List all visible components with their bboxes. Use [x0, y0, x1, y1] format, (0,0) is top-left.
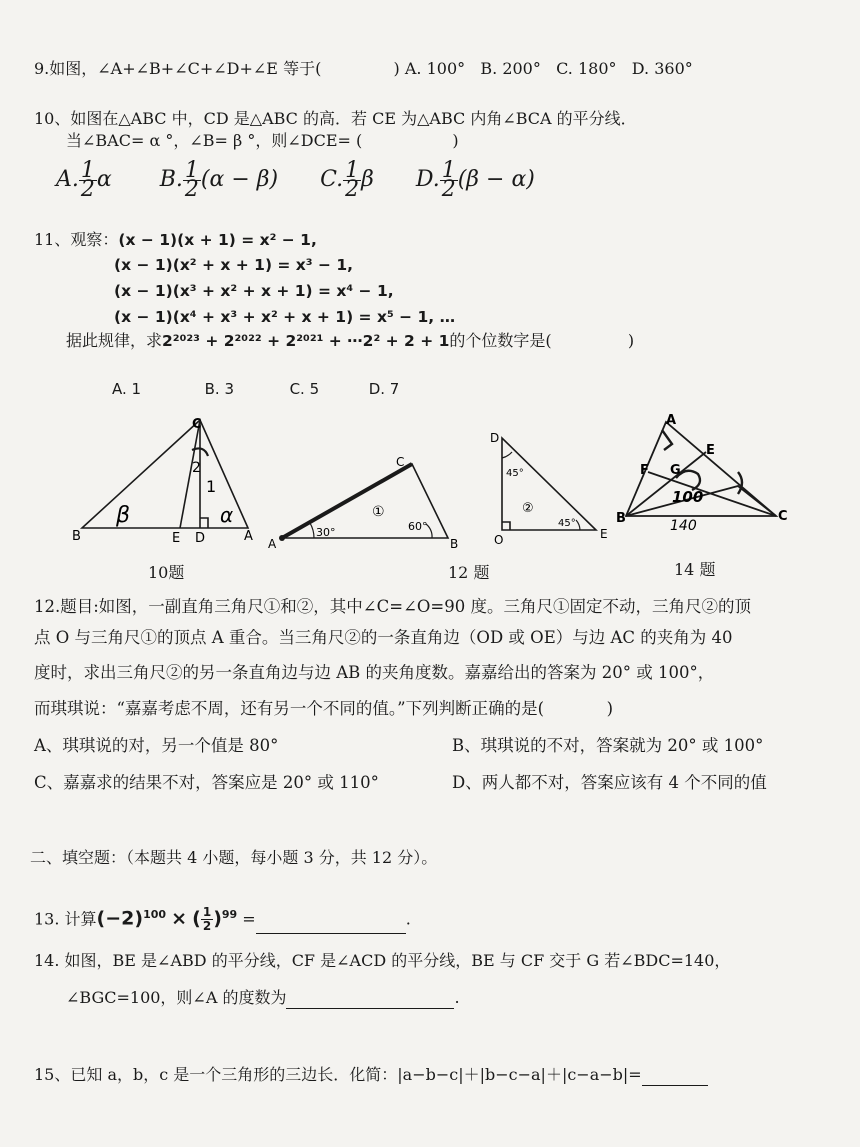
q9-stem: 9.如图，∠A+∠B+∠C+∠D+∠E 等于(: [34, 59, 322, 78]
fig12-caption: 12 题: [448, 563, 490, 582]
figure-12: [262, 450, 462, 550]
q13-pre: 13. 计算: [34, 909, 97, 929]
fig10-label-d: D: [195, 531, 206, 545]
q10-option-a: A. $\frac{1}{2}$ α: [56, 157, 112, 202]
q11-ask-post: 的个位数字是(: [449, 331, 552, 350]
q12-option-d: D、两人都不对，答案应该有 4 个不同的值: [452, 773, 767, 792]
q10-option-b: B. $\frac{1}{2}$ (α − β): [159, 157, 279, 202]
fig-o-label-e: E: [600, 527, 608, 541]
q13-times: ×: [171, 907, 188, 930]
fig-o-label-o: O: [494, 533, 504, 546]
fig14-label-a: A: [666, 413, 677, 428]
q14-line2: ∠BGC=100，则∠A 的度数为 .: [66, 988, 460, 1007]
q13-line: 13. 计算$(-2)^{100}$ × ( $\frac{1}{2}$ )$^{99}$ = .: [34, 905, 411, 934]
q12-close: ): [606, 699, 613, 718]
q11-intro: 11、观察：: [34, 230, 119, 249]
fig14-hand-100: 100: [672, 488, 704, 506]
q12-option-a: A、琪琪说的对，另一个值是 80°: [34, 736, 279, 755]
q11-eq-2: (x − 1)(x² + x + 1) = x³ − 1,: [114, 256, 354, 274]
fig12-label-ruler-1: ①: [372, 504, 385, 520]
fig12-label-60: 60°: [408, 520, 428, 533]
q12-option-b: B、琪琪说的不对，答案就为 20° 或 100°: [452, 736, 764, 755]
q14-answer-blank[interactable]: [286, 990, 454, 1009]
q11-eq-3: (x − 1)(x³ + x² + x + 1) = x⁴ − 1,: [114, 282, 394, 300]
q11-options: [112, 378, 399, 400]
figure-12-ruler-2: [488, 428, 618, 546]
q12-line-1: 12.题目:如图，一副直角三角尺①和②，其中∠C=∠O=90 度。三角尺①固定不动，三角尺②的顶: [34, 597, 751, 616]
q10-line1: 10、如图在△ABC 中，CD 是△ABC 的高．若 CE 为△ABC 内角∠BCA 的平分线．: [34, 109, 637, 128]
fig12-label-b: B: [450, 537, 459, 550]
fig14-label-b: B: [616, 511, 626, 526]
fig10-hand-beta: β: [116, 503, 131, 528]
q12-question: 而琪琪说：“嘉嘉考虑不周，还有另一个不同的值。”下列判断正确的是(: [34, 699, 545, 718]
q14-line1: 14. 如图，BE 是∠ABD 的平分线，CF 是∠ACD 的平分线，BE 与 CF 交于 G 若∠BDC=140，: [34, 951, 731, 970]
fig10-label-e: E: [172, 531, 181, 545]
q10-close: ): [452, 131, 459, 150]
fig-o-label-d: D: [490, 431, 500, 445]
fig14-label-f: F: [640, 463, 649, 478]
q11-ask: [66, 330, 634, 352]
q10-stem: 当∠BAC= α °，∠B= β °，则∠DCE= (: [66, 131, 363, 150]
fig14-label-g: G: [670, 463, 681, 478]
fig-o-angle-e: [576, 520, 580, 530]
q11-option-a: A. 1: [112, 380, 142, 398]
figure-14: [614, 412, 794, 538]
fig14-hand-mark-a: [662, 430, 672, 450]
fig10-caption: 10题: [148, 563, 185, 582]
q9-option-c: C. 180°: [556, 59, 617, 78]
fig10-label-a: A: [244, 529, 253, 544]
q11-ask-pre: 据此规律，求: [66, 331, 163, 350]
q11-eq-1: (x − 1)(x + 1) = x² − 1,: [118, 231, 317, 249]
q12-line-3: 度时，求出三角尺②的另一条直角边与边 AB 的夹角度数。嘉嘉给出的答案为 20° 或 100°，: [34, 663, 715, 682]
q14-stem: ∠BGC=100，则∠A 的度数为: [66, 988, 287, 1007]
q13-frac-exp: 99: [221, 908, 238, 921]
fig-o-label-ruler-2: ②: [522, 501, 534, 516]
fig-o-label-45a: 45°: [506, 468, 524, 479]
figure-10: [70, 410, 260, 545]
q13-base: (−2): [96, 907, 144, 930]
q12-line-4: [34, 698, 613, 720]
fig14-bisector-be: [626, 452, 706, 516]
fig12-label-c: C: [396, 455, 405, 469]
q9-close: ): [393, 59, 400, 78]
section-2-title: 二、填空题：（本题共 4 小题，每小题 3 分，共 12 分）。: [30, 848, 438, 867]
fig12-label-a: A: [268, 537, 277, 550]
q11-eq-4: (x − 1)(x⁴ + x³ + x² + x + 1) = x⁵ − 1, …: [114, 308, 456, 326]
q15-line: [34, 1064, 708, 1086]
q11-close: ): [627, 331, 635, 350]
fig14-bisector-cf: [648, 472, 776, 516]
q10-options: [56, 158, 535, 202]
q10-option-d: D. $\frac{1}{2}$ (β − α): [415, 157, 535, 202]
q9-option-a: A. 100°: [404, 59, 466, 78]
q11-intro-line: [34, 229, 317, 251]
q11-option-b: B. 3: [204, 380, 235, 398]
fig-o-right-angle: [502, 522, 510, 530]
q13-answer-blank[interactable]: [256, 915, 406, 934]
fig10-label-c: C: [192, 417, 202, 432]
q15-answer-blank[interactable]: [642, 1067, 708, 1086]
fig-o-angle-d: [502, 452, 512, 458]
q13-eq: =: [242, 909, 256, 929]
fig10-label-b: B: [72, 529, 81, 544]
fig12-label-30: 30°: [316, 526, 336, 539]
q13-fraction: $\frac{1}{2}$: [202, 905, 212, 934]
fig-o-label-45b: 45°: [558, 518, 576, 529]
q11-option-d: D. 7: [368, 380, 400, 398]
q9-line: [34, 58, 693, 80]
q10-option-c: C. $\frac{1}{2}$ β: [320, 157, 374, 202]
fig12-vertex-a: [279, 535, 285, 541]
fig10-right-angle: [200, 518, 208, 528]
q10-line2: [66, 130, 459, 152]
fig10-hand-alpha: α: [220, 503, 234, 527]
q15-text: 15、已知 a，b，c 是一个三角形的三边长．化简：|a−b−c|＋|b−c−a|＋|c−a−b|=: [34, 1065, 642, 1084]
fig14-caption: 14 题: [674, 560, 716, 579]
fig14-label-e: E: [706, 443, 715, 458]
q11-ask-expr: 2²⁰²³ + 2²⁰²² + 2²⁰²¹ + ⋯2² + 2 + 1: [162, 332, 450, 350]
q9-option-b: B. 200°: [480, 59, 541, 78]
q12-option-c: C、嘉嘉求的结果不对，答案应是 20° 或 110°: [34, 773, 379, 792]
q11-option-c: C. 5: [289, 380, 320, 398]
fig-o-triangle: [502, 438, 596, 530]
fig14-hand-140: 140: [670, 518, 697, 534]
fig10-hand-2: 2: [192, 460, 201, 476]
q13-exp: 100: [143, 908, 167, 921]
fig12-side-ac: [282, 464, 412, 538]
fig10-hand-1: 1: [206, 477, 217, 496]
fig14-label-c: C: [778, 509, 788, 524]
q9-option-d: D. 360°: [631, 59, 693, 78]
fig12-angle-a: [310, 523, 314, 538]
q12-line-2: 点 O 与三角尺①的顶点 A 重合。当三角尺②的一条直角边（OD 或 OE）与边 AC 的夹角为 40: [34, 628, 733, 647]
